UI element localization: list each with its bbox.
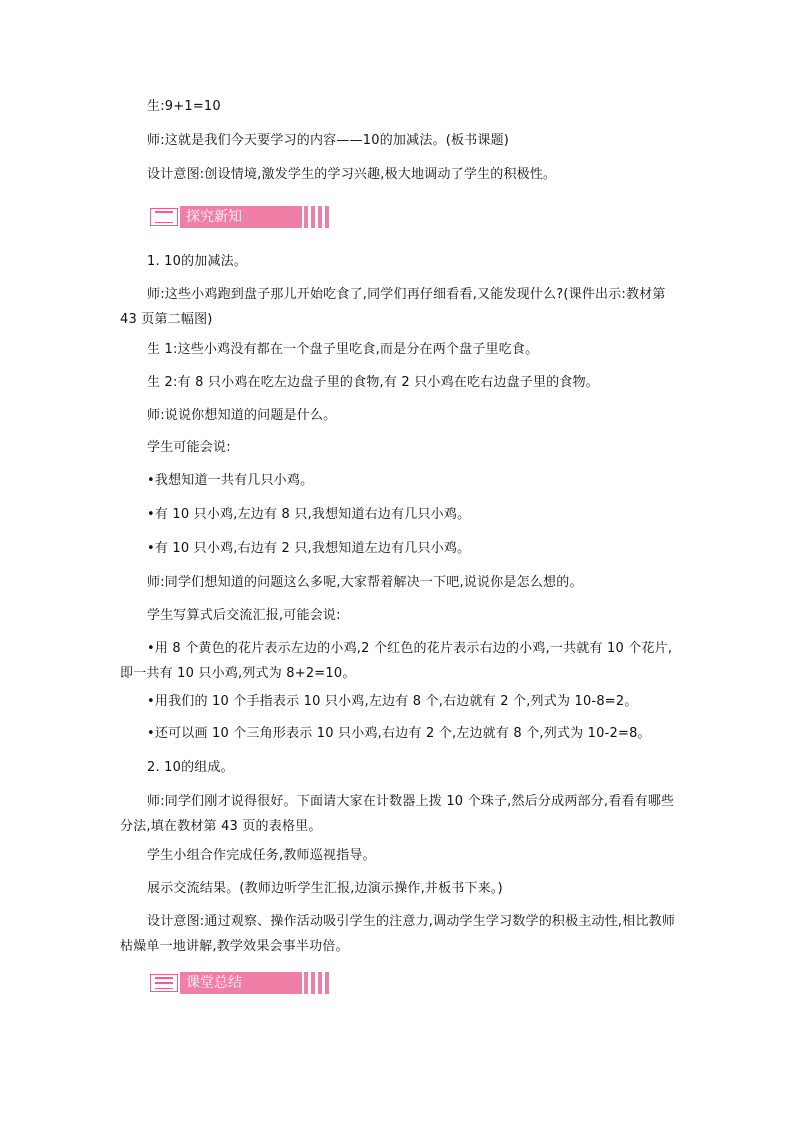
section-title: 探究新知 [180, 206, 302, 228]
paragraph: •有 10 只小鸡,左边有 8 只,我想知道右边有几只小鸡。 [147, 507, 471, 522]
paragraph: •用 8 个黄色的花片表示左边的小鸡,2 个红色的花片表示右边的小鸡,一共就有 10 个花片,即一共有 10 只小鸡,列式为 8+2=10。 [120, 641, 673, 681]
paragraph: 师:同学们想知道的问题这么多呢,大家帮着解决一下吧,说说你是怎么想的。 [147, 575, 583, 590]
paragraph: 生 2:有 8 只小鸡在吃左边盘子里的食物,有 2 只小鸡在吃右边盘子里的食物。 [147, 375, 599, 390]
decorative-stripes [304, 206, 334, 228]
paragraph: 学生可能会说: [147, 440, 231, 455]
paragraph: •我想知道一共有几只小鸡。 [147, 473, 314, 488]
paragraph: 师:这些小鸡跑到盘子那儿开始吃食了,同学们再仔细看看,又能发现什么?(课件出示:教材第 43 页第二幅图) [120, 287, 666, 327]
decorative-stripes [304, 972, 334, 994]
paragraph: 师:说说你想知道的问题是什么。 [147, 408, 337, 423]
paragraph: •用我们的 10 个手指表示 10 只小鸡,左边有 8 个,右边就有 2 个,列式为 10-8=2。 [147, 694, 638, 709]
paragraph: •有 10 只小鸡,右边有 2 只,我想知道左边有几只小鸡。 [147, 541, 471, 556]
paragraph: 展示交流结果。(教师边听学生汇报,边演示操作,并板书下来。) [147, 881, 503, 896]
paragraph: •还可以画 10 个三角形表示 10 只小鸡,右边有 2 个,左边就有 8 个,列式为 10-2=8。 [147, 726, 651, 741]
paragraph: 师:这就是我们今天要学习的内容——10的加减法。(板书课题) [147, 133, 510, 148]
section-header-summary [148, 972, 334, 994]
paragraph: 师:同学们刚才说得很好。下面请大家在计数器上拨 10 个珠子,然后分成两部分,看看有哪些分法,填在教材第 43 页的表格里。 [120, 794, 675, 834]
paragraph: 设计意图:通过观察、操作活动吸引学生的注意力,调动学生学习数学的积极主动性,相比教师枯燥单一地讲解,教学效果会事半功倍。 [120, 914, 676, 954]
paragraph: 学生小组合作完成任务,教师巡视指导。 [147, 848, 376, 863]
section-header-explore [148, 206, 334, 228]
section-number-icon [150, 208, 178, 226]
paragraph: 设计意图:创设情境,激发学生的学习兴趣,极大地调动了学生的积极性。 [147, 167, 557, 182]
section-title: 课堂总结 [180, 972, 302, 994]
paragraph: 学生写算式后交流汇报,可能会说: [147, 608, 341, 623]
section-number-icon [150, 974, 178, 992]
paragraph: 生:9+1=10 [147, 99, 221, 114]
paragraph: 生 1:这些小鸡没有都在一个盘子里吃食,而是分在两个盘子里吃食。 [147, 342, 539, 357]
paragraph: 2. 10的组成。 [147, 760, 234, 775]
paragraph: 1. 10的加减法。 [147, 254, 248, 269]
